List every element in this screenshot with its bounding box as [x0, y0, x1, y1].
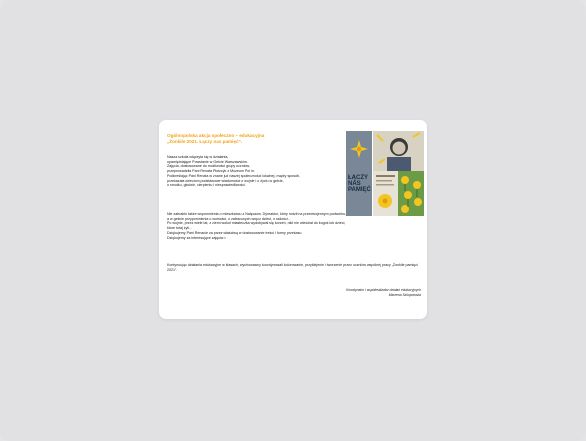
portrait-illustration: [373, 131, 424, 171]
paragraph-memory: [167, 212, 422, 240]
text-line: a w geście przypomnienia o wolności, o zatraconych wręcz dzieci, o radości...: [167, 216, 291, 221]
collage-text-illustration: [373, 171, 398, 216]
text-line: Nasza szkoła włączyła się w działania,: [167, 155, 229, 159]
paragraph-continuation: [167, 263, 422, 272]
daffodil-icon: [349, 139, 369, 159]
text-block: Kontynuując działania edukacyjne w klasach, wychowawcy koordynowali kolorowanie, przyklejenie i tworzenie przez uczniów wspólnej pracy „Żonkile pamięci 2021”.: [167, 263, 418, 272]
text-line: o smutku, głodzie, cierpieniu i niesprawiedliwości.: [167, 183, 246, 188]
text-line: Dziękujemy Pani Renacie za przez właściwą w dostosowanie treści i formy przekazu.: [167, 230, 303, 235]
post-title-line: Ogólnopolska akcja społeczno – edukacyjna: [167, 133, 265, 138]
portrait-panel: [373, 131, 424, 171]
poster-image-right: [373, 131, 424, 216]
text-line: Podkreślając Pani Renata w znane już naszej społeczności lokalnej, mądry sposób,: [167, 173, 301, 178]
text-line: przeprowadziła Pani Renata Płotczyk z Muzeum Pol in.: [167, 169, 255, 174]
text-line: Nie zabrakło także wspomnienia o mieszkańcu z Nałęczów. Dyreaktor, który rodził na przedwojennym podwórku,: [167, 212, 347, 216]
post-card: [159, 120, 427, 319]
text-line: które tutaj żyli...: [167, 226, 192, 231]
daffodil-collage-illustration: [398, 171, 424, 216]
post-title: [167, 133, 347, 145]
text-line: Zajęcia, dostosowane do możliwości grupy uczniów,: [167, 164, 250, 169]
text-line: przekazała dzieciom podstawowe wiadomości o wojnie i o życiu w getcie,: [167, 178, 284, 183]
post-title-line: „Żonkile 2021. Łączy nas pamięć”.: [167, 138, 243, 144]
text-line: Dziękujemy za interesujące zajęcia☺: [167, 235, 227, 240]
signature-role: Koordynator i współrealizator działań edukacyjnych: [346, 288, 421, 292]
text-panel: [373, 171, 398, 216]
text-line: upamiętniające Powstanie w Getcie Warszawskim.: [167, 159, 248, 164]
poster-image-left: [346, 131, 372, 216]
text-line: Po wojnie, przez wiele lat, z ziemi wokół miasteczka wydobywał się korzeń, nikt nie wiedział do kogoś lub dzieci,: [167, 221, 346, 226]
poster-title: ŁĄCZY NAS PAMIĘĆ: [348, 175, 371, 193]
signature-name: Marzena Szkopowska: [388, 292, 421, 297]
flower-collage-panel: [398, 171, 424, 216]
signature-block: [346, 288, 421, 297]
